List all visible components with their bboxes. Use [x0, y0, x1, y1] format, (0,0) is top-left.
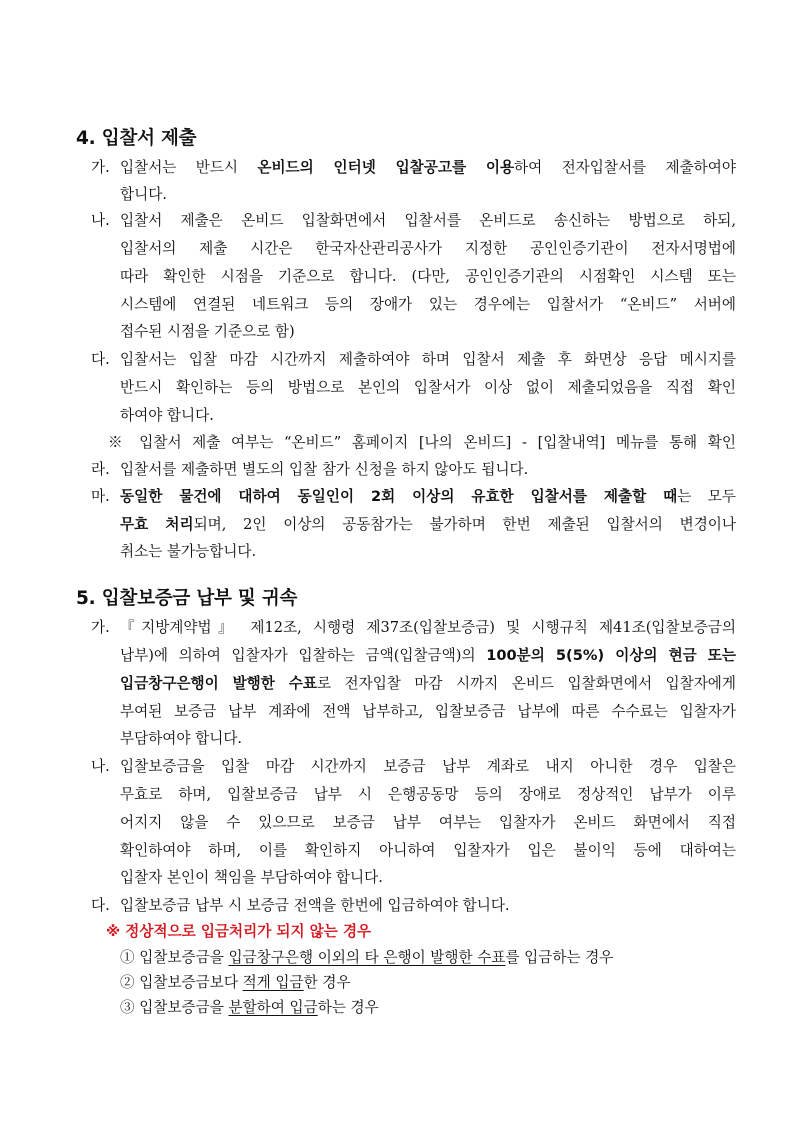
case-number: ③ [120, 999, 135, 1016]
s5-item-ga-line2 [0, 641, 793, 671]
item-text: 합니다. [120, 186, 167, 203]
item-marker: 가. [91, 159, 110, 176]
section-5-title: 5. 입찰보증금 납부 및 귀속 [76, 588, 298, 609]
s5-item-ga-line4 [0, 697, 793, 727]
s4-item-na-line2 [0, 234, 793, 264]
s4-item-ra-line1 [0, 455, 793, 485]
s4-item-na-line1 [0, 206, 793, 236]
item-text: 부담하여야 합니다. [120, 730, 243, 747]
s4-item-da-line3 [0, 401, 793, 431]
s4-item-na-line4 [0, 290, 793, 320]
case-text [120, 993, 736, 1023]
s4-item-da-line2 [0, 373, 793, 403]
text-run: 한 경우 [303, 974, 351, 991]
text-run: 입찰서는 반드시 [120, 159, 258, 176]
s4-note [0, 428, 793, 458]
text-run: 는 모두 [677, 488, 736, 505]
s5-case-3 [0, 993, 793, 1023]
case-number: ② [120, 974, 135, 991]
item-text: 확인하여야 하며, 이를 확인하지 아니하여 입찰자가 입은 불이익 등에 대하여는 [120, 842, 736, 859]
item-text: 어지지 않을 수 있으므로 보증금 납부 여부는 입찰자가 온비드 화면에서 직접 [120, 814, 736, 831]
item-text [120, 510, 736, 540]
text-run: 납부)에 의하여 입찰자가 입찰하는 금액(입찰금액)의 [120, 647, 487, 664]
item-text: 입찰자 본인이 책임을 부담하여야 합니다. [120, 869, 383, 886]
item-text: 시스템에 연결된 네트워크 등의 장애가 있는 경우에는 입찰서가 “온비드” 서버에 [120, 296, 736, 313]
item-text: 취소는 불가능합니다. [120, 543, 257, 560]
s5-item-na-line4 [0, 836, 793, 866]
emphasis-text: 온비드의 인터넷 입찰공고를 이용 [257, 159, 515, 176]
item-text: 부여된 보증금 납부 계좌에 전액 납부하고, 입찰보증금 납부에 따른 수수료는 입찰자가 [120, 703, 736, 720]
s5-item-na-line2 [0, 780, 793, 810]
item-text [120, 669, 736, 699]
item-text: 입찰보증금 납부 시 보증금 전액을 한번에 입금하여야 합니다. [120, 897, 510, 914]
s5-item-ga-line5 [0, 724, 793, 754]
text-run: 를 입금하는 경우 [505, 949, 614, 966]
s5-item-ga-line3 [0, 669, 793, 699]
item-text [120, 641, 736, 671]
item-text: 따라 확인한 시점을 기준으로 합니다. (다만, 공인인증기관의 시점확인 시스템 또는 [120, 268, 736, 285]
emphasis-text: 입금창구은행이 발행한 수표 [120, 675, 317, 692]
item-text: 입찰서는 입찰 마감 시간까지 제출하여야 하며 입찰서 제출 후 화면상 응답 메시지를 [120, 351, 736, 368]
item-marker: 나. [91, 758, 110, 775]
underlined-text: 입금창구은행 이외의 타 은행이 발행한 수표 [228, 949, 506, 966]
s4-item-ma-line3 [0, 537, 793, 567]
emphasis-text: 무효 처리 [120, 516, 194, 533]
item-text: 입찰서 제출은 온비드 입찰화면에서 입찰서를 온비드로 송신하는 방법으로 하되, [120, 212, 736, 229]
text-run: 입찰보증금을 [139, 949, 229, 966]
item-text: 하여야 합니다. [120, 407, 214, 424]
item-marker: 마. [91, 488, 110, 505]
s4-item-na-line5 [0, 317, 793, 347]
item-text: 반드시 확인하는 등의 방법으로 본인의 입찰서가 이상 없이 제출되었음을 직접 확인 [120, 379, 736, 396]
item-marker: 가. [91, 619, 110, 636]
item-text: 무효로 하며, 입찰보증금 납부 시 은행공동망 등의 장애로 정상적인 납부가 이루 [120, 786, 736, 803]
item-text [120, 482, 736, 512]
s4-item-na-line3 [0, 262, 793, 292]
s4-item-da-line1 [0, 345, 793, 375]
emphasis-text: 동일한 물건에 대하여 동일인이 2회 이상의 유효한 입찰서를 제출할 때 [120, 488, 678, 505]
text-run: 하여 전자입찰서를 제출하여야 [514, 159, 736, 176]
emphasis-text: 100분의 5(5%) 이상의 현금 또는 [486, 647, 737, 664]
text-run: 로 전자입찰 마감 시까지 온비드 입찰화면에서 입찰자에게 [316, 675, 736, 692]
underlined-text: 적게 입금 [242, 974, 304, 991]
item-text: 접수된 시점을 기준으로 함) [120, 323, 295, 340]
s5-item-na-line3 [0, 808, 793, 838]
text-run: 되며, 2인 이상의 공동참가는 불가하며 한번 제출된 입찰서의 변경이나 [193, 516, 736, 533]
item-text: 『지방계약법』 제12조, 시행령 제37조(입찰보증금) 및 시행규칙 제41조(입찰보증금의 [120, 619, 736, 636]
s5-item-na-line1 [0, 752, 793, 782]
s5-item-na-line5 [0, 863, 793, 893]
item-marker: 다. [91, 897, 110, 914]
item-text: 입찰서의 제출 시간은 한국자산관리공사가 지정한 공인인증기관이 전자서명법에 [120, 240, 736, 257]
case-number: ① [120, 949, 135, 966]
note-text: ※ 입찰서 제출 여부는 “온비드” 홈페이지 [나의 온비드] - [입찰내역] 메뉴를 통해 확인 [108, 434, 736, 451]
warning-text: ※ 정상적으로 입금처리가 되지 않는 경우 [106, 923, 372, 940]
text-run: 하는 경우 [317, 999, 379, 1016]
item-marker: 다. [91, 351, 110, 368]
section-4-title: 4. 입찰서 제출 [76, 128, 197, 149]
item-text [120, 153, 736, 183]
s4-item-ma-line2 [0, 510, 793, 540]
text-run: 입찰보증금보다 [139, 974, 243, 991]
s4-item-ma-line1 [0, 482, 793, 512]
underlined-text: 분할하여 입금 [228, 999, 318, 1016]
text-run: 입찰보증금을 [139, 999, 229, 1016]
item-text: 입찰서를 제출하면 별도의 입찰 참가 신청을 하지 않아도 됩니다. [120, 461, 529, 478]
item-marker: 라. [91, 461, 110, 478]
s5-item-ga-line1 [0, 613, 793, 643]
item-text: 입찰보증금을 입찰 마감 시간까지 보증금 납부 계좌로 내지 아니한 경우 입찰은 [120, 758, 736, 775]
item-marker: 나. [91, 212, 110, 229]
s4-item-ga-line1 [0, 153, 793, 183]
